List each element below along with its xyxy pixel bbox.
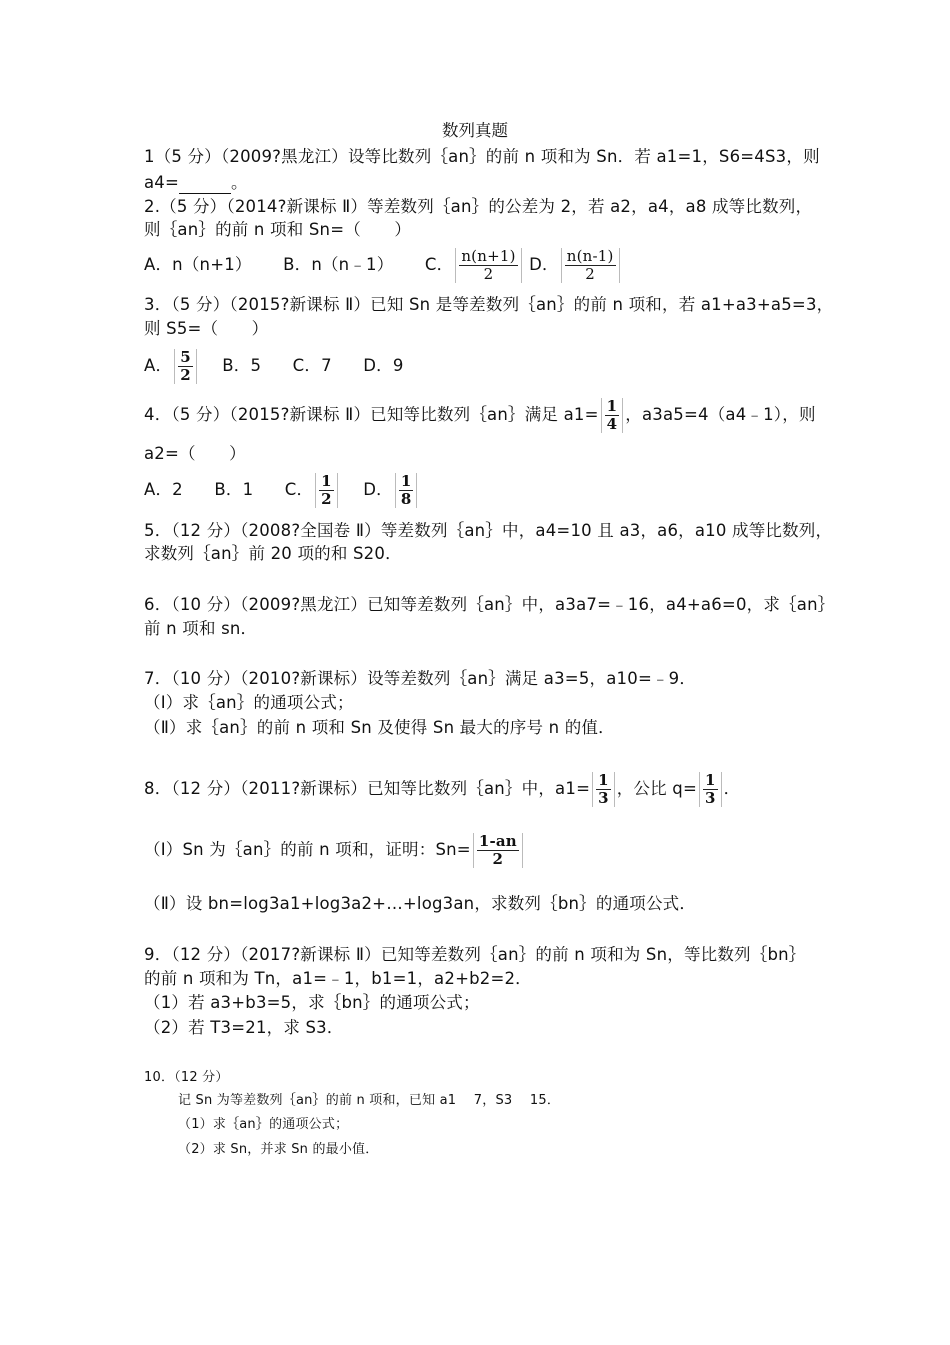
q8-sn-numerator: 1-an	[478, 832, 517, 850]
q2-d-denominator: 2	[585, 265, 596, 283]
q4-a1-fraction	[601, 398, 624, 433]
q4-option-a: A．2	[144, 480, 183, 499]
q2-line1: 2.（5 分）（2014?新课标 Ⅱ）等差数列｛an｝的公差为 2，若 a2，a4，a8 成等比数列，	[144, 197, 813, 216]
q8-a1-denominator: 3	[598, 789, 609, 807]
q4-options	[144, 469, 810, 511]
q3-line2: 则 S5=（ ）	[144, 319, 269, 338]
q8-line1-text-b: ，公比 q=	[616, 779, 697, 798]
q4-line1	[144, 395, 816, 435]
q9-line1: 9．（12 分）（2017?新课标 Ⅱ）已知等差数列｛an｝的前 n 项和为 Sn，等比数列｛bn｝	[144, 945, 806, 964]
q8-sn-fraction	[473, 833, 523, 868]
q4-option-b: B．1	[214, 480, 254, 499]
q4-option-d: D．	[363, 480, 393, 499]
q3-line1: 3．（5 分）（2015?新课标 Ⅱ）已知 Sn 是等差数列｛an｝的前 n 项和，若 a1+a3+a5=3，	[144, 295, 834, 314]
q7-line3: （Ⅱ）求｛an｝的前 n 项和 Sn 及使得 Sn 最大的序号 n 的值．	[144, 718, 615, 737]
q2-option-d: D．	[529, 255, 559, 274]
q10-line1: 10．（12 分）	[144, 1070, 229, 1085]
q1-answer-blank	[179, 178, 231, 194]
q4-option-d-fraction	[395, 473, 418, 508]
q3-a-numerator: 5	[180, 348, 191, 366]
q4-d-numerator: 1	[400, 472, 412, 490]
q8-line2-text: （Ⅰ）Sn 为｛an｝的前 n 项和，证明：Sn=	[144, 840, 471, 859]
q2-option-c: C．	[424, 255, 454, 274]
q4-d-denominator: 8	[400, 490, 412, 508]
q8-line1-text-a: 8．（12 分）（2011?新课标）已知等比数列｛an｝中，a1=	[144, 779, 591, 798]
q4-c-denominator: 2	[321, 490, 332, 508]
q4-line1-text-b: ，a3a5=4（a4﹣1），则	[625, 405, 816, 424]
q2-c-numerator: n(n+1)	[461, 247, 516, 265]
q2-options	[144, 245, 810, 285]
q2-d-numerator: n(n-1)	[566, 247, 614, 265]
q5-line2: 求数列｛an｝前 20 项的和 S20．	[144, 544, 402, 563]
q7-line2: （Ⅰ）求｛an｝的通项公式；	[144, 693, 354, 712]
q1-line2	[144, 172, 810, 194]
q4-a1-denominator: 4	[606, 415, 618, 433]
q2-option-b: B．n（n﹣1）	[283, 255, 394, 274]
q1-line1: 1（5 分）（2009?黑龙江）设等比数列｛an｝的前 n 项和为 Sn．若 a1=1，S6=4S3，则	[144, 147, 820, 166]
q8-a1-fraction	[592, 772, 615, 807]
q3-option-c: C．7	[292, 356, 332, 375]
q8-q-fraction	[699, 772, 722, 807]
q3-a-denominator: 2	[180, 366, 191, 384]
q1-a4-label: a4=	[144, 173, 180, 192]
q7-line1: 7．（10 分）（2010?新课标）设等差数列｛an｝满足 a3=5，a10=﹣9．	[144, 669, 697, 688]
q8-q-numerator: 1	[704, 771, 716, 789]
q8-line2	[144, 828, 810, 872]
q8-sn-denominator: 2	[492, 850, 504, 868]
q2-line2: 则｛an｝的前 n 项和 Sn=（ ）	[144, 220, 412, 239]
q3-options	[144, 345, 810, 387]
q6-line1: 6．（10 分）（2009?黑龙江）已知等差数列｛an｝中，a3a7=﹣16，a4+a6=0，求｛an｝	[144, 595, 835, 614]
q3-option-d: D．9	[363, 356, 404, 375]
q3-option-b: B．5	[222, 356, 262, 375]
q1-end-mark: 。	[231, 173, 248, 192]
q8-line1-text-c: ．	[723, 779, 741, 798]
page-title: 数列真题	[442, 121, 508, 140]
q5-line1: 5．（12 分）（2008?全国卷 Ⅱ）等差数列｛an｝中，a4=10 且 a3，a6，a10 成等比数列，	[144, 521, 833, 540]
q4-option-c: C．	[284, 480, 314, 499]
q9-line2: 的前 n 项和为 Tn，a1=﹣1，b1=1，a2+b2=2．	[144, 969, 532, 988]
q4-a1-numerator: 1	[606, 397, 618, 415]
q6-line2: 前 n 项和 sn．	[144, 619, 258, 638]
q8-line3: （Ⅱ）设 bn=log3a1+log3a2+…+log3an，求数列｛bn｝的通项公式．	[144, 894, 697, 913]
q3-option-a-fraction	[174, 349, 197, 384]
q4-c-numerator: 1	[321, 472, 332, 490]
q2-option-d-fraction	[561, 248, 620, 283]
q4-line1-text-a: 4．（5 分）（2015?新课标 Ⅱ）已知等比数列｛an｝满足 a1=	[144, 405, 599, 424]
q4-option-c-fraction	[315, 473, 338, 508]
q2-option-a: A．n（n+1）	[144, 255, 252, 274]
q10-line4: （2）求 Sn，并求 Sn 的最小值．	[178, 1142, 379, 1157]
q2-c-denominator: 2	[483, 265, 494, 283]
q8-line1	[144, 768, 810, 810]
q8-q-denominator: 3	[704, 789, 716, 807]
q8-a1-numerator: 1	[598, 771, 609, 789]
q3-option-a: A．	[144, 356, 173, 375]
q10-line2: 记 Sn 为等差数列｛an｝的前 n 项和，已知 a1 7，S3 15．	[178, 1093, 561, 1108]
q9-line4: （2）若 T3=21，求 S3．	[144, 1018, 344, 1037]
q9-line3: （1）若 a3+b3=5，求｛bn｝的通项公式；	[144, 993, 480, 1012]
q10-line3: （1）求｛an｝的通项公式；	[178, 1117, 349, 1132]
q2-option-c-fraction	[455, 248, 521, 283]
q4-line2: a2=（ ）	[144, 444, 246, 463]
